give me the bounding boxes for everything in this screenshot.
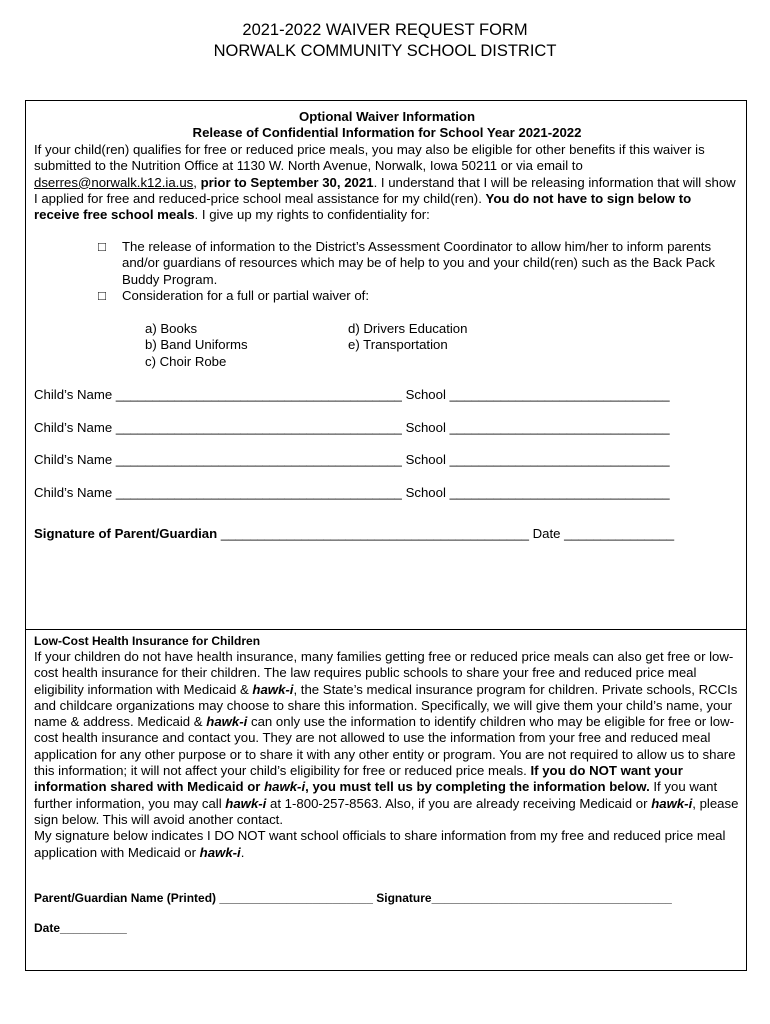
child-name-field[interactable]: _______________________________________	[115, 420, 402, 435]
school-label: School	[405, 387, 446, 402]
checkbox-waiver[interactable]: □	[98, 288, 106, 303]
school-label: School	[405, 420, 446, 435]
school-label: School	[405, 452, 446, 467]
waiver-section: Optional Waiver Information Release of Confidential Information for School Year 2021-2022 If your child(ren) qualifies for free or reduced price meals, you may also be eligible for other benefits if this waiver is submitted to the Nutrition Office at 1130 W. North Avenue, Norwalk, Iowa 50211 or via email to dserres@norwalk.k12.ia.us, prior to September 30, 2021. I understand that I will be releasing information that will show I applied for free and reduced-price school meal assistance for my child(ren). You do not have to sign below to receive free school meals. I give up my rights to confidentiality for: □ The release of information to the District’s Assessment Coordinator to allow him/her to inform parents and/or guardians of resources which may be of help to you and your child(ren) such as the Back Pack Buddy Program. □ Consideration for a full or partial waiver of: a) Books b) Band Uniforms c) Choir Robe d) Drivers Education e) Transportation Child’s Name _______________________________________ School ______________________________ Child’s Name _______________________________________ School ______________________________ Child’s Name _______________________________________ School ______________________________ Child’s Name _______________________________________ School ______________________________ Signature of Parent/Guardian __________________________________________ Date _______________	[25, 100, 747, 630]
child-name-label: Child’s Name	[34, 420, 113, 435]
waiver-intro: If your child(ren) qualifies for free or reduced price meals, you may also be eligible for other benefits if this waiver is submitted to the Nutrition Office at 1130 W. North Avenue, Norwalk, Iowa 50211 or via email to dserres@norwalk.k12.ia.us, prior to September 30, 2021. I understand that I will be releasing information that will show I applied for free and reduced-price school meal assistance for my child(ren). You do not have to sign below to receive free school meals. I give up my rights to confidentiality for:	[34, 142, 736, 223]
school-field[interactable]: ______________________________	[449, 387, 670, 402]
form-header	[0, 20, 770, 62]
list-item: d) Drivers Education	[348, 321, 468, 336]
child-row-4	[34, 485, 670, 501]
child-name-label: Child’s Name	[34, 485, 113, 500]
nutrition-email-link[interactable]: dserres@norwalk.k12.ia.us	[34, 174, 194, 190]
health-heading: Low-Cost Health Insurance for Children	[34, 634, 261, 648]
district-name: NORWALK COMMUNITY SCHOOL DISTRICT	[213, 42, 557, 60]
release-heading: Release of Confidential Information for School Year 2021-2022	[192, 125, 582, 140]
date-label: Date	[532, 526, 561, 541]
health-body: If your children do not have health insurance, many families getting free or reduced price meals can also get free or low-cost health insurance for their children. The law requires public schools to share your free and reduced price meal eligibility information with Medicaid & hawk-i, the State’s medical insurance program for children. Private schools, RCCIs and childcare organizations may choose to share this information. Specifically, we will give them your child’s name, your name & address. Medicaid & hawk-i can only use the information to identify children who may be eligible for free or low-cost health insurance and contact you. They are not allowed to use the information from your free and reduced meal application for any other purpose or to share it with any other entity or program. You are not required to allow us to share this information; it will not affect your child’s eligibility for free or reduced price meals. If you do NOT want your information shared with Medicaid or hawk-i, you must tell us by completing the information below. If you want further information, you may call hawk-i at 1-800-257-8563. Also, if you are already receiving Medicaid or hawk-i, please sign below. This will avoid another contact. My signature below indicates I DO NOT want school officials to share information from my free and reduced price meal application with Medicaid or hawk-i.	[34, 649, 739, 860]
list-item: e) Transportation	[348, 337, 448, 353]
child-name-field[interactable]: _______________________________________	[115, 485, 402, 500]
optout-signature-field[interactable]: ____________________________________	[431, 891, 672, 905]
waiver-list-left	[145, 321, 248, 370]
signature-label: Signature of Parent/Guardian	[34, 526, 218, 541]
school-field[interactable]: ______________________________	[449, 420, 670, 435]
printed-name-label: Parent/Guardian Name (Printed)	[34, 891, 217, 905]
optout-date-label: Date	[34, 921, 61, 935]
child-name-label: Child’s Name	[34, 387, 113, 402]
form-title: 2021-2022 WAIVER REQUEST FORM	[242, 21, 528, 39]
child-name-field[interactable]: _______________________________________	[115, 452, 402, 467]
school-field[interactable]: ______________________________	[449, 452, 670, 467]
child-name-field[interactable]: _______________________________________	[115, 387, 402, 402]
health-insurance-section	[25, 629, 747, 971]
optout-signature-row	[34, 890, 672, 906]
waiver-heading: Optional Waiver Information	[298, 109, 476, 124]
list-item: a) Books	[145, 321, 198, 336]
school-label: School	[405, 485, 446, 500]
signature-field[interactable]: __________________________________________	[220, 526, 529, 541]
optout-date-row	[34, 920, 127, 936]
optout-signature-label: Signature	[376, 891, 432, 905]
optout-date-field[interactable]: __________	[60, 921, 127, 935]
school-field[interactable]: ______________________________	[449, 485, 670, 500]
waiver-list-right	[348, 321, 467, 354]
child-row-1	[34, 387, 670, 403]
checkbox-release-info[interactable]: □	[98, 239, 106, 254]
printed-name-field[interactable]: _______________________	[219, 891, 373, 905]
child-row-2	[34, 420, 670, 436]
child-row-3	[34, 452, 670, 468]
child-name-label: Child’s Name	[34, 452, 113, 467]
list-item: b) Band Uniforms	[145, 337, 248, 353]
list-item: c) Choir Robe	[145, 353, 227, 369]
date-field[interactable]: _______________	[564, 526, 675, 541]
parent-signature-row	[34, 526, 674, 542]
